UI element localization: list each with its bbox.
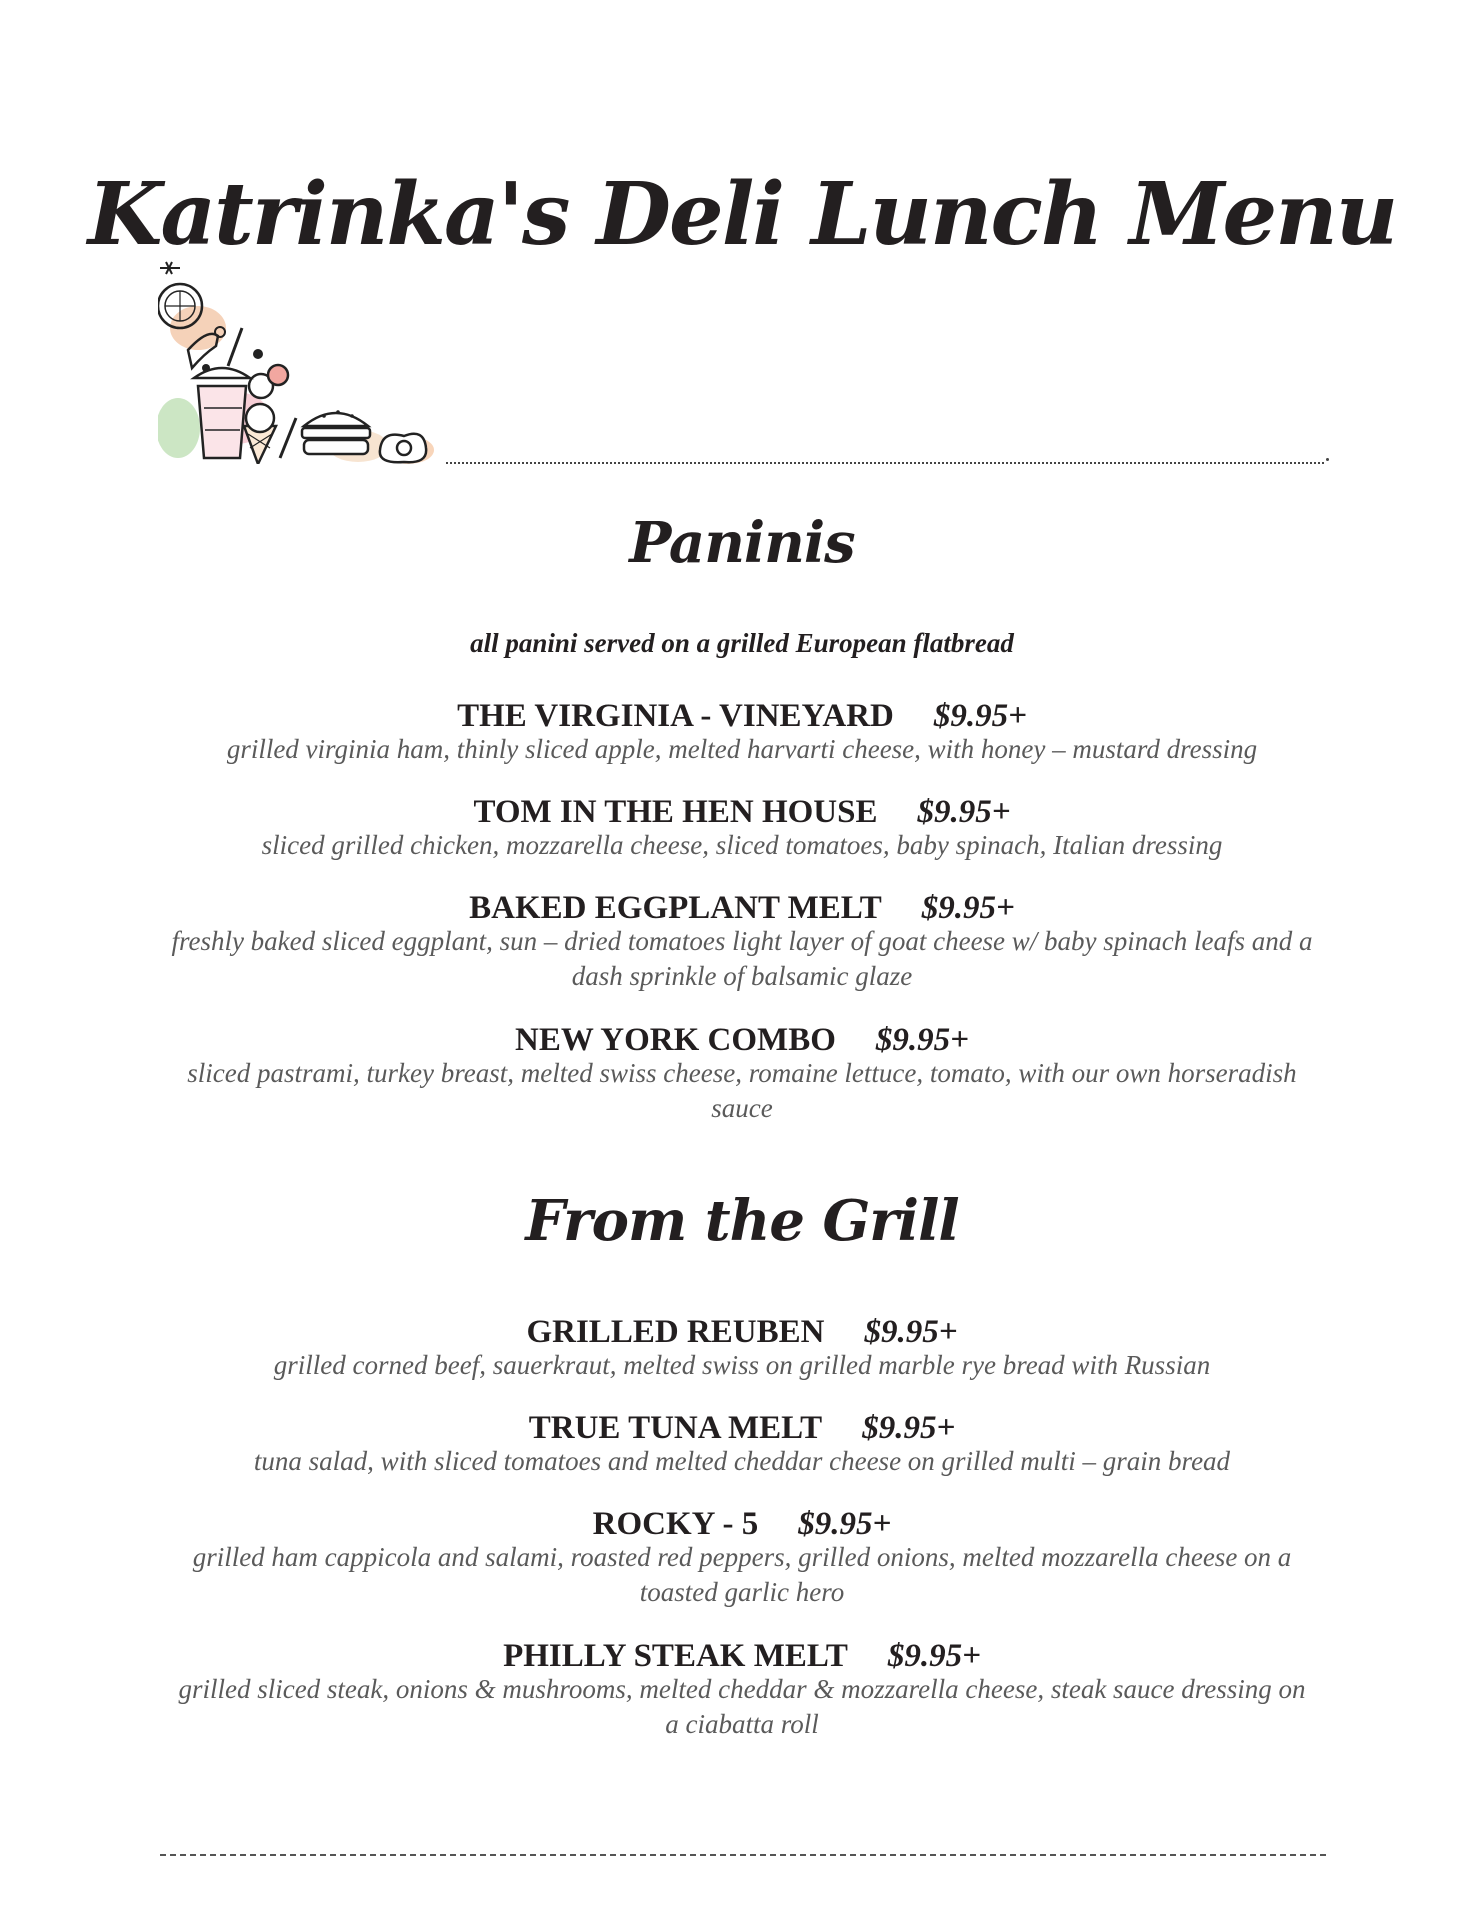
item-price: $9.95+	[917, 794, 1011, 830]
item-name: PHILLY STEAK MELT	[503, 1638, 848, 1674]
item-price: $9.95+	[862, 1410, 956, 1446]
item-price: $9.95+	[887, 1638, 981, 1674]
item-description: grilled virginia ham, thinly sliced apple, melted harvarti cheese, with honey – mustard dressing	[226, 734, 1258, 764]
item-description: grilled ham cappicola and salami, roasted red peppers, grilled onions, melted mozzarella cheese on a toasted garlic hero	[192, 1542, 1292, 1607]
top-divider	[446, 462, 1324, 464]
menu-item	[170, 696, 1314, 767]
top-divider-dot	[1326, 458, 1329, 461]
item-description: grilled corned beef, sauerkraut, melted swiss on grilled marble rye bread with Russian	[273, 1350, 1211, 1380]
paninis-note: all panini served on a grilled European flatbread	[470, 628, 1014, 658]
item-name: TRUE TUNA MELT	[528, 1410, 823, 1446]
item-name: ROCKY - 5	[592, 1506, 759, 1542]
food-illustration-icon	[158, 258, 448, 464]
item-price: $9.95+	[798, 1506, 892, 1542]
menu-item	[170, 1408, 1314, 1479]
item-name: BAKED EGGPLANT MELT	[469, 890, 882, 926]
item-description: sliced grilled chicken, mozzarella cheese, sliced tomatoes, baby spinach, Italian dressing	[261, 830, 1223, 860]
section-title-from-the-grill: From the Grill	[525, 1188, 959, 1254]
menu-item	[170, 888, 1314, 994]
menu-item	[170, 1504, 1314, 1610]
item-price: $9.95+	[864, 1314, 958, 1350]
menu-item	[170, 1312, 1314, 1383]
item-name: GRILLED REUBEN	[526, 1314, 825, 1350]
item-description: sliced pastrami, turkey breast, melted swiss cheese, romaine lettuce, tomato, with our own horseradish sauce	[187, 1058, 1297, 1123]
item-price: $9.95+	[933, 698, 1027, 734]
item-name: NEW YORK COMBO	[515, 1022, 836, 1058]
item-price: $9.95+	[875, 1022, 969, 1058]
item-description: freshly baked sliced eggplant, sun – dried tomatoes light layer of goat cheese w/ baby spinach leafs and a dash sprinkle of balsamic glaze	[171, 926, 1313, 991]
section-title-paninis: Paninis	[629, 510, 855, 576]
menu-item	[170, 1020, 1314, 1126]
item-name: THE VIRGINIA - VINEYARD	[457, 698, 894, 734]
menu-item	[170, 792, 1314, 863]
item-description: grilled sliced steak, onions & mushrooms, melted cheddar & mozzarella cheese, steak sauce dressing on a ciabatta roll	[178, 1674, 1306, 1739]
item-name: TOM IN THE HEN HOUSE	[473, 794, 878, 830]
menu-item	[170, 1636, 1314, 1742]
bottom-divider	[160, 1854, 1326, 1856]
item-price: $9.95+	[921, 890, 1015, 926]
item-description: tuna salad, with sliced tomatoes and melted cheddar cheese on grilled multi – grain bread	[253, 1446, 1231, 1476]
menu-title: Katrinka's Deli Lunch Menu	[87, 164, 1397, 265]
